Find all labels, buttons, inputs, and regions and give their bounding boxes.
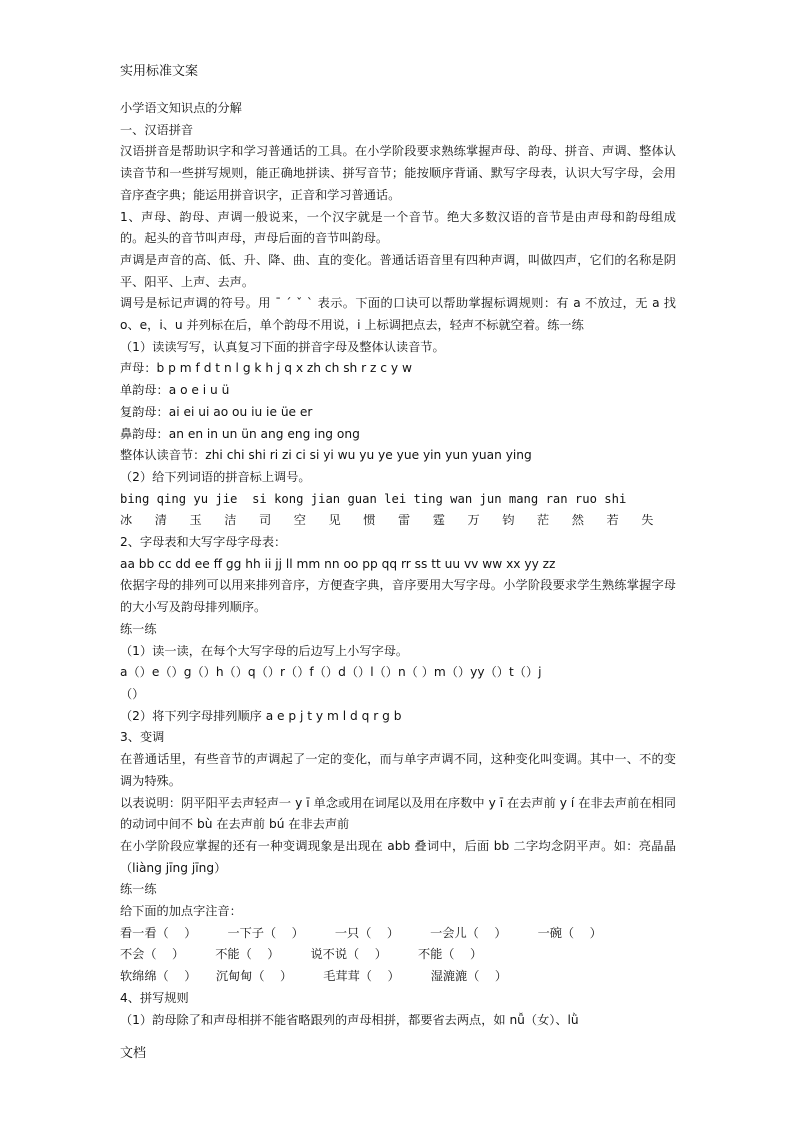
practice-heading: 练一练 bbox=[120, 621, 157, 636]
page-header: 实用标准文案 bbox=[120, 64, 199, 79]
exercise-item: 不会（ ） bbox=[120, 947, 185, 962]
page-footer: 文档 bbox=[120, 1046, 147, 1061]
exercise-instruction: （1）读读写写，认真复习下面的拼音字母及整体认读音节。 bbox=[120, 339, 445, 354]
exercise-item: 一碗（ ） bbox=[537, 925, 602, 940]
paragraph: 以表说明：阴平阳平去声轻声一 y ī 单念或用在词尾以及用在序数中 y ī 在去声前 y í 在非去声前在相同的动词中间不 bù 在去声前 bú 在非去声前 bbox=[120, 795, 676, 832]
exercise-item: 不能（ ） bbox=[417, 947, 483, 962]
paragraph: 声调是声音的高、低、升、降、曲、直的变化。普通话语音里有四种声调，叫做四声，它们的名称是阴平、阳平、上声、去声。 bbox=[120, 252, 676, 289]
exercise-item: 湿漉漉（ ） bbox=[430, 969, 508, 984]
simple-finals-line: 单韵母：a o e i u ü bbox=[120, 383, 230, 398]
character: 雷 bbox=[398, 513, 411, 528]
character: 见 bbox=[328, 513, 341, 528]
tone-exercise-row bbox=[120, 944, 676, 966]
character: 空 bbox=[293, 513, 306, 528]
exercise-item: 软绵绵（ ） bbox=[120, 969, 197, 984]
section-heading: 2、字母表和大写字母字母表： bbox=[120, 535, 287, 550]
character: 清 bbox=[154, 513, 167, 528]
initials-line: 声母：b p m f d t n l g k h j q x zh ch sh r z c y w bbox=[120, 361, 412, 376]
pinyin-row: bing qing yu jie si kong jian guan lei ting wan jun mang ran ruo shi bbox=[120, 491, 627, 506]
character: 茫 bbox=[537, 513, 550, 528]
character: 冰 bbox=[120, 513, 133, 528]
exercise-instruction: （2）将下列字母排列顺序 a e p j t y m l d q r g b bbox=[120, 708, 402, 723]
character: 霆 bbox=[432, 513, 445, 528]
letters-exercise-line: a（）e（）g（）h（）q（）r（）f（）d（）l（）n（ ）m（）yy（）t（）j bbox=[120, 665, 542, 680]
exercise-instruction: 给下面的加点字注音： bbox=[120, 904, 242, 919]
paragraph: 依据字母的排列可以用来排列音序，方便查字典，音序要用大写字母。小学阶段要求学生熟练掌握字母的大小写及韵母排列顺序。 bbox=[120, 578, 676, 615]
section-heading: 4、拼写规则 bbox=[120, 990, 189, 1005]
exercise-item: 不能（ ） bbox=[215, 947, 280, 962]
compound-finals-line: 复韵母：ai ei ui ao ou iu ie üe er bbox=[120, 404, 313, 419]
tone-exercise-row bbox=[120, 966, 676, 988]
exercise-item: 一只（ ） bbox=[334, 925, 400, 940]
letters-exercise-line: （） bbox=[120, 686, 145, 701]
character: 然 bbox=[571, 513, 584, 528]
exercise-instruction: （1）读一读，在每个大写字母的后边写上小写字母。 bbox=[120, 643, 409, 658]
alphabet-line: aa bb cc dd ee ff gg hh ii jj ll mm nn oo pp qq rr ss tt uu vv ww xx yy zz bbox=[120, 556, 556, 571]
paragraph: 在普通话里，有些音节的声调起了一定的变化，而与单字声调不同，这种变化叫变调。其中一、不的变调为特殊。 bbox=[120, 752, 676, 788]
character: 若 bbox=[606, 513, 619, 528]
character-row bbox=[120, 510, 676, 532]
practice-heading: 练一练 bbox=[120, 882, 157, 897]
tone-exercise-row bbox=[120, 923, 676, 945]
character: 失 bbox=[641, 513, 654, 528]
whole-syllables-line: 整体认读音节：zhi chi shi ri zi ci si yi wu yu ye yue yin yun yuan ying bbox=[120, 448, 532, 463]
character: 洁 bbox=[224, 513, 237, 528]
character: 钧 bbox=[502, 513, 515, 528]
character: 玉 bbox=[189, 513, 202, 528]
section-heading: 一、汉语拼音 bbox=[120, 122, 194, 137]
exercise-item: 沉甸甸（ ） bbox=[215, 969, 293, 984]
section-heading: 3、变调 bbox=[120, 730, 165, 745]
exercise-instruction: （2）给下列词语的拼音标上调号。 bbox=[120, 469, 311, 484]
character: 司 bbox=[259, 513, 272, 528]
character: 万 bbox=[467, 513, 480, 528]
exercise-item: 毛茸茸（ ） bbox=[323, 969, 400, 984]
paragraph: 在小学阶段应掌握的还有一种变调现象是出现在 abb 叠词中，后面 bb 二字均念阴平声。如：亮晶晶（liàng jīng jīng） bbox=[120, 838, 676, 875]
document-body bbox=[120, 98, 676, 1031]
paragraph: 汉语拼音是帮助识字和学习普通话的工具。在小学阶段要求熟练掌握声母、韵母、拼音、声调、整体认读音节和一些拼写规则，能正确地拼读、拼写音节；能按顺序背诵、默写字母表，认识大写字母，会用音序查字典；能运用拼音识字，正音和学习普通话。 bbox=[120, 144, 676, 202]
exercise-item: 看一看（ ） bbox=[120, 925, 197, 940]
document-title: 小学语文知识点的分解 bbox=[120, 101, 242, 115]
nasal-finals-line: 鼻韵母：an en in un ün ang eng ing ong bbox=[120, 426, 360, 441]
character: 惯 bbox=[363, 513, 376, 528]
paragraph: 调号是标记声调的符号。用 ˉ ˊ ˇ ˋ 表示。下面的口诀可以帮助掌握标调规则：有 a 不放过，无 a 找 o、e，i、u 并列标在后，单个韵母不用说，i 上标调把点去，轻声不标就空着。练一练 bbox=[120, 296, 676, 333]
exercise-item: 一下子（ ） bbox=[227, 925, 304, 940]
exercise-item: 说不说（ ） bbox=[310, 947, 387, 962]
paragraph: （1）韵母除了和声母相拼不能省略跟列的声母相拼，都要省去两点，如 nǚ（女）、lǜ bbox=[120, 1012, 579, 1027]
exercise-item: 一会儿（ ） bbox=[430, 925, 507, 940]
paragraph: 1、声母、韵母、声调一般说来，一个汉字就是一个音节。绝大多数汉语的音节是由声母和韵母组成的。起头的音节叫声母，声母后面的音节叫韵母。 bbox=[120, 209, 676, 246]
